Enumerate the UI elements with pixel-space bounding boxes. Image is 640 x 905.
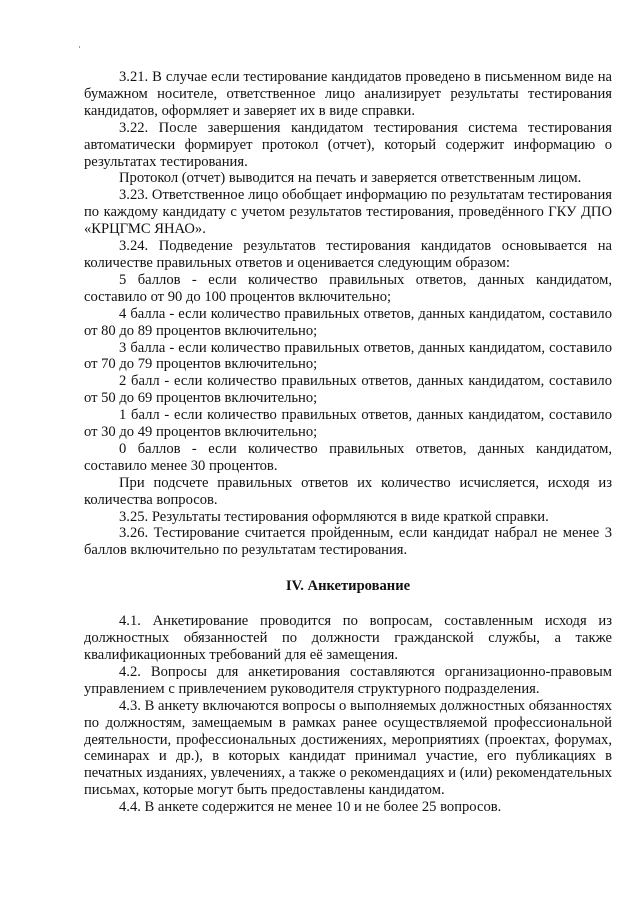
score-4-item: 4 балла - если количество правильных ответов, данных кандидатом, составило от 80 до 89 процентов включительно; — [84, 305, 612, 339]
paragraph-3-22: 3.22. После завершения кандидатом тестирования система тестирования автоматически формирует протокол (отчет), который содержит информацию о результатах тестирования. — [84, 119, 612, 170]
section-heading-iv: IV. Анкетирование — [285, 578, 411, 595]
document-page — [84, 69, 612, 816]
paragraph-4-2: 4.2. Вопросы для анкетирования составляются организационно-правовым управлением с привлечением руководителя структурного подразделения. — [84, 663, 612, 697]
paragraph-4-4: 4.4. В анкете содержится не менее 10 и не более 25 вопросов. — [119, 799, 502, 816]
paragraph-3-25: 3.25. Результаты тестирования оформляются в виде краткой справки. — [119, 508, 549, 525]
paragraph-4-1: 4.1. Анкетирование проводится по вопросам, составленным исходя из должностных обязанностей по должности гражданской службы, а также квалификационных требований для её замещения. — [84, 613, 612, 663]
paragraph-3-21: 3.21. В случае если тестирование кандидатов проведено в письменном виде на бумажном носителе, ответственное лицо анализирует результаты тестирования кандидатов, оформляет и заверяет их в виде справки. — [84, 69, 612, 119]
paragraph-3-24: 3.24. Подведение результатов тестирования кандидатов основывается на количестве правильных ответов и оценивается следующим образом: — [84, 238, 612, 271]
paragraph-3-26: 3.26. Тестирование считается пройденным, если кандидат набрал не менее 3 баллов включительно по результатам тестирования. — [84, 525, 612, 559]
paragraph-3-23: 3.23. Ответственное лицо обобщает информацию по результатам тестирования по каждому кандидату с учетом результатов тестирования, проведённого ГКУ ДПО «КРЦГМС ЯНАО». — [84, 187, 612, 238]
score-3-item: 3 балла - если количество правильных ответов, данных кандидатом, составило от 70 до 79 процентов включительно; — [84, 339, 612, 373]
paragraph-3-22-protocol: Протокол (отчет) выводится на печать и заверяется ответственным лицом. — [119, 170, 582, 187]
paragraph-4-3: 4.3. В анкету включаются вопросы о выполняемых должностных обязанностях по должностям, замещаемым в рамках ранее осуществляемой профессиональной деятельности, профессиональных достижениях, мероприятиях (проектах, форумах, семинарах и др.), в которых кандидат принимал участие, его публикациях в печатных изданиях, увлечениях, а также о рекомендациях и (или) рекомендательных письмах, которые могут быть предоставлены кандидатом. — [84, 697, 612, 799]
score-0-item: 0 баллов - если количество правильных ответов, данных кандидатом, составило менее 30 процентов. — [84, 440, 612, 474]
score-5-item: 5 баллов - если количество правильных ответов, данных кандидатом, составило от 90 до 100 процентов включительно; — [84, 271, 612, 305]
paragraph-3-24-counting: При подсчете правильных ответов их количество исчисляется, исходя из количества вопросов. — [84, 474, 612, 508]
scan-mark — [79, 46, 80, 48]
score-1-item: 1 балл - если количество правильных ответов, данных кандидатом, составило от 30 до 49 процентов включительно; — [84, 407, 612, 441]
score-2-item: 2 балл - если количество правильных ответов, данных кандидатом, составило от 50 до 69 процентов включительно; — [84, 373, 612, 407]
